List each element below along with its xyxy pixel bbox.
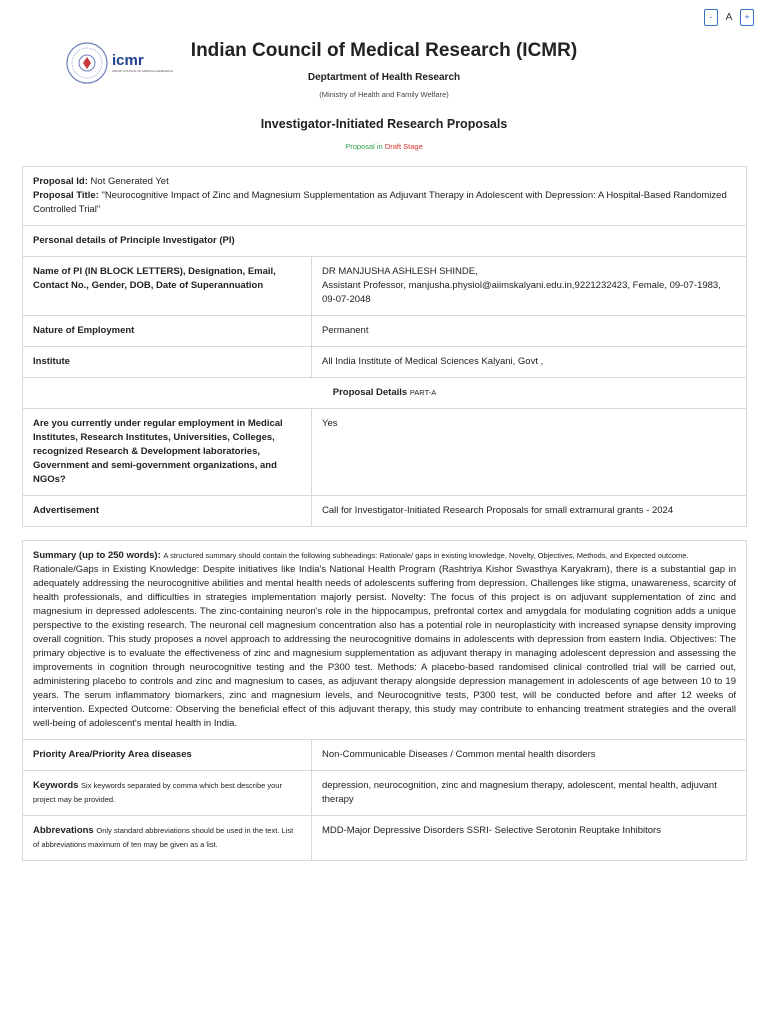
- employment-value: Permanent: [312, 316, 747, 347]
- pi-name-value: DR MANJUSHA ASHLESH SHINDE,: [322, 266, 478, 277]
- svg-text:icmr: icmr: [112, 52, 144, 69]
- abbreviations-hint: Only standard abbreviations should be used in the text. List of abbreviations maximum of ten may be given as a list.: [33, 826, 294, 849]
- keywords-row: [23, 771, 747, 816]
- proposal-id-value: Not Generated Yet: [90, 176, 169, 187]
- stage-status: [0, 142, 768, 151]
- employment-question-row: [23, 409, 747, 496]
- priority-area-value: Non-Communicable Diseases / Common mental health disorders: [312, 740, 747, 771]
- advertisement-row: [23, 496, 747, 527]
- institute-value: All India Institute of Medical Sciences Kalyani, Govt ,: [312, 347, 747, 378]
- institute-row: [23, 347, 747, 378]
- keywords-label: Keywords: [33, 780, 79, 791]
- font-increase-button[interactable]: +: [740, 9, 754, 26]
- employment-row: [23, 316, 747, 347]
- page-header: [0, 0, 768, 160]
- summary-text: Rationale/Gaps in Existing Knowledge: Despite initiatives like India's National Health Program (Rashtriya Kishor Swasthya Karyakram), there is a substantial gap in adequately addressing the neurocognitive abilities and mental health needs of adolescents suffering from depression. Challenges like stigma, unawareness, scarcity of health professionals, and difficulties in strategies implementation majorly persist. Novelty: The focus of this project is on adjuvant supplementation of zinc and magnesium in depressed adolescents. The zinc-containing neuron's role in the hippocampus, prefrontal cortex and amygdala for modulating cognition adds a unique perspective to the existing research. The neuronal cell magnesium concentration also has a potential role in neuroplasticity with increased synapse density improving overall cognition. This study proposes a novel approach to addressing the neurocognitive domains in adolescents with depression from eastern India. Objectives: The primary objective is to evaluate the effectiveness of zinc and magnesium supplementation as adjuvant therapy in managing adolescent depression and assessing the improvements in cognition through neurocognitive testing and the P300 test. Methods: A placebo-based randomised clinical controlled trial will be carried out, administering placebo to controls and zinc and magnesium to cases, as adjuvant therapy alongside depression management in adolescents of age between 10 to 19 years. The serum inflammatory biomarkers, zinc and magnesium levels, and Neurocognitive tests, P300 test, will be conducted before and after 12 weeks of intervention. Expected Outcome: Observing the beneficial effect of this adjuvant therapy, this study may contribute to enhancing treatment strategies and the overall well-being of adolescent's mental health in India.: [33, 564, 736, 729]
- abbreviations-row: [23, 816, 747, 861]
- page-heading: Investigator-Initiated Research Proposals: [260, 117, 508, 131]
- font-normal-button[interactable]: A: [725, 12, 733, 23]
- part-a-heading-row: [23, 378, 747, 409]
- priority-area-label: Priority Area/Priority Area diseases: [23, 740, 312, 771]
- summary-table: [22, 540, 747, 861]
- summary-row: [23, 541, 747, 740]
- ministry-name: (Ministry of Health and Family Welfare): [319, 90, 449, 99]
- stage-prefix: Proposal in: [345, 142, 383, 151]
- summary-hint: A structured summary should contain the following subheadings: Rationale/ gaps in existing knowledge, Novelty, Objectives, Methods, and Expected outcome.: [163, 551, 689, 560]
- employment-label: Nature of Employment: [23, 316, 312, 347]
- pi-details-value: Assistant Professor, manjusha.physiol@aiimskalyani.edu.in,9221232423, Female, 09-07-1983, 09-07-2048: [322, 280, 721, 305]
- department-name: Deptartment of Health Research: [307, 72, 461, 83]
- page-title: Indian Council of Medical Research (ICMR): [190, 40, 578, 61]
- font-decrease-button[interactable]: -: [704, 9, 718, 26]
- summary-label: Summary (up to 250 words):: [33, 550, 161, 561]
- pi-section-heading-row: [23, 226, 747, 257]
- keywords-value: depression, neurocognition, zinc and magnesium therapy, adolescent, mental health, adjuvant therapy: [312, 771, 747, 816]
- proposal-title-value: "Neurocognitive Impact of Zinc and Magnesium Supplementation as Adjuvant Therapy in Adolescent with Depression: A Hospital-Based Randomized Controlled Trial": [33, 190, 727, 215]
- institute-label: Institute: [23, 347, 312, 378]
- proposal-details-table: [22, 166, 747, 527]
- employment-question-label: Are you currently under regular employment in Medical Institutes, Research Institutes, Universities, Colleges, recognized Research & Development laboratories, Government and semi-government organizations, and NGOs?: [23, 409, 312, 496]
- abbreviations-label: Abbrevations: [33, 825, 94, 836]
- advertisement-label: Advertisement: [23, 496, 312, 527]
- proposal-id-row: [23, 167, 747, 226]
- stage-value: Draft Stage: [384, 142, 423, 151]
- priority-area-row: [23, 740, 747, 771]
- keywords-hint: Six keywords separated by comma which best describe your project may be provided.: [33, 781, 282, 804]
- pi-section-heading: Personal details of Principle Investigator (PI): [23, 226, 747, 257]
- pi-name-row: [23, 257, 747, 316]
- svg-text:INDIAN COUNCIL OF MEDICAL RESE: INDIAN COUNCIL OF MEDICAL RESEARCH: [112, 69, 173, 73]
- part-a-tag: PART-A: [409, 388, 437, 397]
- abbreviations-value: MDD-Major Depressive Disorders SSRI- Selective Serotonin Reuptake Inhibitors: [312, 816, 747, 861]
- employment-question-value: Yes: [312, 409, 747, 496]
- proposal-title-label: Proposal Title:: [33, 190, 99, 201]
- advertisement-value: Call for Investigator-Initiated Research Proposals for small extramural grants - 2024: [312, 496, 747, 527]
- pi-name-label: Name of PI (IN BLOCK LETTERS), Designation, Email, Contact No., Gender, DOB, Date of Superannuation: [23, 257, 312, 316]
- proposal-id-label: Proposal Id:: [33, 176, 88, 187]
- part-a-heading: Proposal Details: [332, 387, 408, 398]
